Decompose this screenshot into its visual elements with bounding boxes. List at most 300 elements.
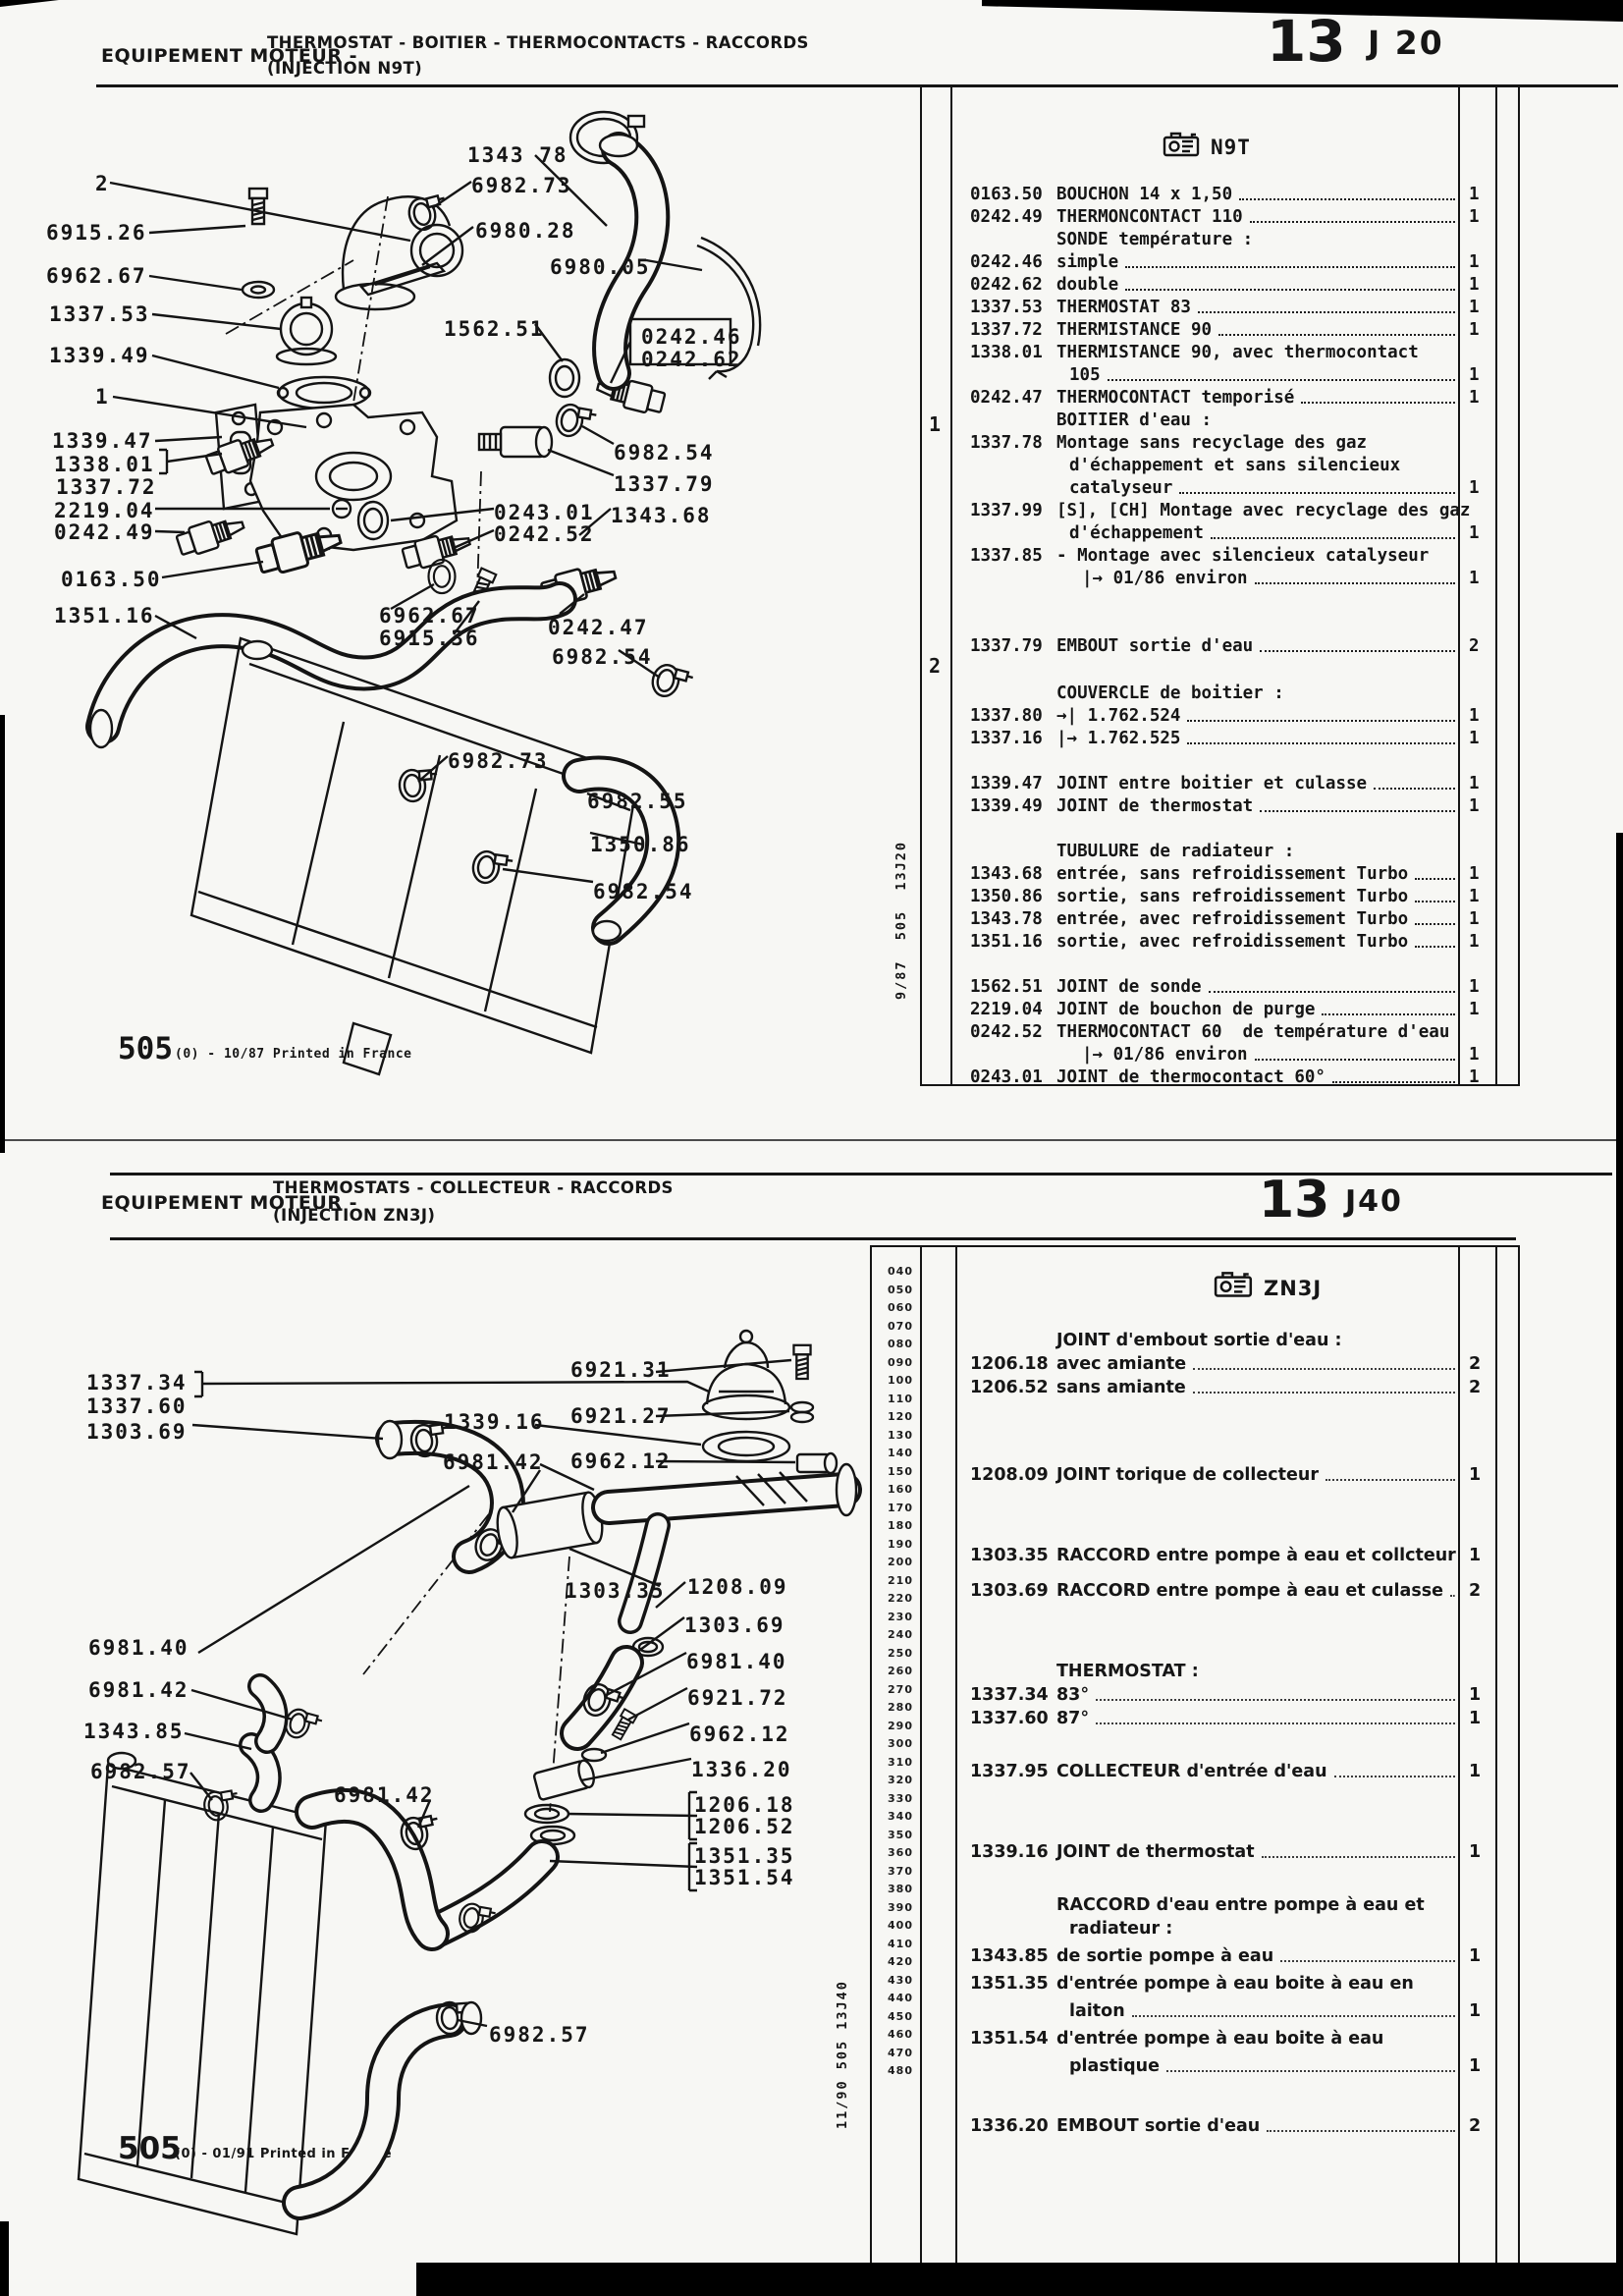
parts-row (970, 454, 1458, 475)
part-qty: 1 (1469, 569, 1480, 588)
line-number: 290 (888, 1719, 913, 1732)
dotted-leader (1260, 650, 1455, 652)
part-ref: 1339.16 (970, 1842, 1049, 1862)
dotted-leader (1415, 901, 1455, 902)
part-callout: 2219.04 (54, 499, 155, 522)
part-qty: 1 (1469, 275, 1480, 295)
part-callout: 6915.26 (46, 221, 147, 245)
parts-row (970, 228, 1458, 249)
j40-section-title: EQUIPEMENT MOTEUR - (101, 1192, 357, 1214)
part-label: JOINT torique de collecteur (1056, 1465, 1319, 1485)
dotted-leader (1325, 1479, 1455, 1481)
parts-row (970, 794, 1480, 816)
part-callout: 6915.36 (379, 627, 480, 650)
parts-row (970, 998, 1480, 1019)
part-qty: 1 (1469, 298, 1480, 317)
part-qty: 1 (1469, 2056, 1482, 2076)
parts-row (970, 704, 1480, 726)
part-qty: 1 (1469, 207, 1480, 227)
part-callout: 1351.16 (54, 604, 155, 628)
dotted-leader (1250, 221, 1455, 223)
part-ref: 1343.85 (970, 1946, 1049, 1966)
dotted-leader (1280, 1960, 1455, 1962)
scan-artifact-right (1616, 833, 1623, 2296)
parts-row (970, 907, 1480, 929)
part-label: d'échappement et sans silencieux (1069, 456, 1401, 475)
part-callout: 1206.18 (694, 1793, 795, 1817)
part-callout: 1339.49 (49, 344, 150, 367)
part-ref: 1351.35 (970, 1974, 1049, 1994)
part-qty: 1 (1469, 1709, 1482, 1728)
part-ref: 1337.99 (970, 501, 1043, 520)
page-edge-line (0, 1139, 1618, 1141)
part-label: 105 (1069, 365, 1101, 385)
dotted-leader (1322, 1013, 1455, 1015)
part-label: radiateur : (1069, 1919, 1173, 1939)
parts-row (970, 250, 1480, 272)
dotted-leader (1125, 266, 1455, 268)
parts-row (970, 1943, 1482, 1966)
parts-row (970, 1892, 1458, 1915)
dotted-leader (1332, 1081, 1455, 1083)
part-label: THERMOCONTACT 60 de température d'eau (1056, 1022, 1450, 1042)
part-ref: 1206.52 (970, 1378, 1049, 1397)
part-qty: 1 (1469, 1000, 1480, 1019)
j20-header-rule (96, 84, 1618, 87)
line-number: 410 (888, 1937, 913, 1950)
part-callout: 1208.09 (687, 1575, 788, 1599)
part-label: Montage sans recyclage des gaz (1056, 433, 1368, 453)
line-number: 310 (888, 1755, 913, 1769)
dotted-leader (1187, 742, 1455, 744)
scan-artifact-bottomleft (0, 2221, 9, 2296)
part-ref: 1339.47 (970, 774, 1043, 793)
part-label: BOUCHON 14 x 1,50 (1056, 185, 1233, 204)
part-callout: 6982.54 (614, 441, 715, 465)
parts-row (970, 1998, 1482, 2021)
parts-row (970, 1759, 1482, 1781)
part-qty: 1 (1469, 1842, 1482, 1862)
part-ref: 1337.80 (970, 706, 1043, 726)
part-label: THERMISTANCE 90, avec thermocontact (1056, 343, 1419, 362)
part-label: simple (1056, 252, 1119, 272)
part-callout: 1303.35 (565, 1579, 666, 1603)
part-callout: 6981.42 (88, 1678, 189, 1702)
part-qty: 1 (1469, 365, 1480, 385)
part-qty: 2 (1469, 636, 1480, 656)
parts-row (970, 772, 1480, 793)
part-ref: 1562.51 (970, 977, 1043, 997)
part-qty: 1 (1469, 320, 1480, 340)
part-ref: 0242.46 (970, 252, 1043, 272)
line-number: 110 (888, 1392, 913, 1405)
part-label: SONDE température : (1056, 230, 1254, 249)
part-qty: 1 (1469, 1946, 1482, 1966)
part-callout: 1303.69 (86, 1420, 188, 1444)
part-label: sans amiante (1056, 1378, 1186, 1397)
line-number: 190 (888, 1537, 913, 1551)
part-callout: 6921.72 (687, 1686, 788, 1710)
parts-row (970, 1916, 1458, 1939)
part-callout: 6980.28 (475, 219, 576, 243)
part-label: THERMISTANCE 90 (1056, 320, 1213, 340)
dotted-leader (1260, 810, 1455, 812)
part-label: double (1056, 275, 1119, 295)
part-qty: 1 (1469, 774, 1480, 793)
line-number: 420 (888, 1955, 913, 1968)
part-ref: 1337.95 (970, 1762, 1049, 1781)
part-callout: 1339.47 (52, 429, 153, 453)
part-ref: 1337.60 (970, 1709, 1049, 1728)
parts-row (970, 2026, 1458, 2049)
parts-row (970, 1682, 1482, 1705)
line-number: 090 (888, 1355, 913, 1369)
part-qty: 1 (1469, 932, 1480, 952)
part-qty: 1 (1469, 1067, 1480, 1087)
part-qty: 2 (1469, 2116, 1482, 2136)
j20-outer-right-line (1518, 84, 1520, 1086)
j40-print-reference: 11/90 505 13J40 (835, 1980, 850, 2129)
dotted-leader (1239, 198, 1455, 200)
j20-print-reference: 9/87 505 13J20 (893, 840, 909, 1000)
part-ref: 1336.20 (970, 2116, 1049, 2136)
part-ref: 1303.69 (970, 1581, 1049, 1601)
line-number: 050 (888, 1283, 913, 1296)
part-label: THERMOSTAT 83 (1056, 298, 1191, 317)
line-number: 370 (888, 1864, 913, 1878)
parts-row (970, 296, 1480, 317)
parts-row (970, 634, 1480, 656)
parts-row (970, 409, 1458, 430)
part-label: 83° (1056, 1685, 1090, 1705)
part-ref: 1208.09 (970, 1465, 1049, 1485)
parts-row (970, 386, 1480, 408)
parts-row (970, 273, 1480, 295)
part-label: THERMOCONTACT temporisé (1056, 388, 1295, 408)
part-callout: 1343.68 (611, 504, 712, 527)
parts-row (970, 975, 1480, 997)
parts-row (970, 1839, 1482, 1862)
part-label: RACCORD entre pompe à eau et culasse (1056, 1581, 1444, 1601)
parts-row (970, 1328, 1458, 1350)
part-callout: 1337.60 (86, 1394, 188, 1418)
part-ref: 1206.18 (970, 1354, 1049, 1374)
scan-artifact-left (0, 715, 5, 1153)
dotted-leader (1415, 878, 1455, 880)
parts-row (970, 1462, 1482, 1485)
line-number: 040 (888, 1265, 913, 1278)
part-label: JOINT d'embout sortie d'eau : (1056, 1331, 1342, 1350)
parts-row (970, 1706, 1482, 1728)
part-callout: 6982.57 (90, 1760, 191, 1783)
line-number: 250 (888, 1646, 913, 1660)
line-number: 240 (888, 1628, 913, 1641)
parts-row (970, 1578, 1482, 1601)
part-label: COUVERCLE de boitier : (1056, 683, 1284, 703)
parts-row (970, 885, 1480, 906)
j20-table-left-line (950, 84, 952, 1086)
j20-page-number: 13 (1267, 8, 1346, 75)
part-label: |→ 01/86 environ (1082, 569, 1248, 588)
line-number: 080 (888, 1338, 913, 1350)
part-ref: 1351.16 (970, 932, 1043, 952)
part-ref: 1337.16 (970, 729, 1043, 748)
part-qty: 1 (1469, 1546, 1482, 1565)
dotted-leader (1255, 1059, 1455, 1061)
line-number: 360 (888, 1846, 913, 1859)
parts-row (970, 567, 1480, 588)
part-ref: 1337.78 (970, 433, 1043, 453)
line-number: 070 (888, 1319, 913, 1333)
part-callout: 1562.51 (444, 317, 545, 341)
part-label: JOINT de thermostat (1056, 1842, 1255, 1862)
j40-page-code: J40 (1345, 1184, 1403, 1219)
j40-numbers-right-line (920, 1245, 922, 2263)
part-callout: 0243.01 (494, 501, 595, 524)
dotted-leader (1108, 379, 1455, 381)
part-callout: 1 (95, 385, 110, 409)
part-label: JOINT de bouchon de purge (1056, 1000, 1316, 1019)
parts-row (970, 205, 1480, 227)
line-number: 320 (888, 1774, 913, 1786)
part-ref: 2219.04 (970, 1000, 1043, 1019)
part-callout: 6981.42 (334, 1783, 435, 1807)
dotted-leader (1125, 289, 1455, 291)
part-callout: 6962.67 (379, 604, 480, 628)
line-number: 450 (888, 2009, 913, 2023)
parts-row (970, 363, 1480, 385)
part-ref: 1338.01 (970, 343, 1043, 362)
line-number: 460 (888, 2028, 913, 2041)
margin-marker: 1 (929, 412, 942, 436)
line-number: 100 (888, 1374, 913, 1387)
part-ref: 1339.49 (970, 796, 1043, 816)
line-number: 120 (888, 1410, 913, 1423)
dotted-leader (1415, 923, 1455, 925)
j20-qty-line (1458, 84, 1460, 1086)
parts-row (970, 1351, 1482, 1374)
line-number: 480 (888, 2064, 913, 2077)
part-ref: 1337.53 (970, 298, 1043, 317)
line-number: 150 (888, 1464, 913, 1478)
part-callout: 6982.54 (552, 645, 653, 669)
part-label: TUBULURE de radiateur : (1056, 842, 1295, 861)
part-ref: 1337.79 (970, 636, 1043, 656)
part-label: →| 1.762.524 (1056, 706, 1181, 726)
line-number: 300 (888, 1737, 913, 1750)
part-label: catalyseur (1069, 478, 1173, 498)
parts-row (970, 431, 1458, 453)
part-label: COLLECTEUR d'entrée d'eau (1056, 1762, 1327, 1781)
part-label: |→ 01/86 environ (1082, 1045, 1248, 1065)
j40-subtitle-line2: (INJECTION ZN3J) (273, 1206, 436, 1225)
line-number: 270 (888, 1682, 913, 1696)
j20-engine-code: N9T (1211, 136, 1251, 159)
dotted-leader (1187, 720, 1455, 722)
j40-table-top-line (870, 1245, 1520, 1247)
part-qty: 1 (1469, 706, 1480, 726)
part-label: avec amiante (1056, 1354, 1187, 1374)
engine-icon (1163, 132, 1202, 162)
scan-artifact-topleft (0, 0, 59, 7)
part-callout: 6981.42 (443, 1450, 544, 1474)
dotted-leader (1211, 537, 1455, 539)
parts-row (970, 682, 1458, 703)
parts-row (970, 1020, 1458, 1042)
j40-footer-model: 505 (118, 2131, 182, 2166)
part-label: |→ 1.762.525 (1056, 729, 1181, 748)
part-ref: 1343.68 (970, 864, 1043, 884)
dotted-leader (1193, 1392, 1455, 1394)
parts-row (970, 183, 1480, 204)
part-qty: 1 (1469, 887, 1480, 906)
j20-page-code: J 20 (1368, 24, 1444, 62)
part-label: entrée, sans refroidissement Turbo (1056, 864, 1409, 884)
part-ref: 1337.72 (970, 320, 1043, 340)
line-number: 200 (888, 1556, 913, 1568)
parts-row (970, 521, 1480, 543)
line-number: 140 (888, 1447, 913, 1459)
j40-engine-code: ZN3J (1264, 1277, 1323, 1300)
part-ref: 1351.54 (970, 2029, 1049, 2049)
part-callout: 0242.46 (641, 325, 742, 349)
part-ref: 0242.47 (970, 388, 1043, 408)
dotted-leader (1209, 991, 1455, 993)
part-qty: 1 (1469, 523, 1480, 543)
part-label: RACCORD entre pompe à eau et collcteur (1056, 1546, 1456, 1565)
part-label: d'échappement (1069, 523, 1204, 543)
part-callout: 1350.86 (590, 833, 691, 856)
part-callout: 1339.16 (444, 1410, 545, 1434)
j40-inner-right-line (1495, 1245, 1497, 2263)
part-qty: 1 (1469, 2001, 1482, 2021)
part-label: BOITIER d'eau : (1056, 410, 1213, 430)
j20-footer-model: 505 (118, 1031, 173, 1066)
part-callout: 6981.40 (686, 1650, 787, 1673)
part-qty: 1 (1469, 1465, 1482, 1485)
part-label: de sortie pompe à eau (1056, 1946, 1274, 1966)
dotted-leader (1267, 2130, 1455, 2132)
part-label: THERMOSTAT : (1056, 1662, 1199, 1681)
line-number: 230 (888, 1610, 913, 1623)
line-number: 220 (888, 1592, 913, 1605)
line-number: 390 (888, 1900, 913, 1914)
part-callout: 1351.54 (694, 1866, 795, 1889)
part-callout: 0163.50 (61, 568, 162, 591)
part-callout: 6962.67 (46, 264, 147, 288)
dotted-leader (1096, 1722, 1455, 1724)
line-number: 210 (888, 1573, 913, 1587)
part-ref: 1337.85 (970, 546, 1043, 566)
part-qty: 1 (1469, 1762, 1482, 1781)
j40-header-rule (110, 1237, 1516, 1240)
line-number: 060 (888, 1301, 913, 1314)
part-qty: 1 (1469, 1685, 1482, 1705)
parts-row (970, 1043, 1480, 1065)
engine-icon (1214, 1271, 1255, 1303)
part-label: 87° (1056, 1709, 1090, 1728)
part-callout: 1338.01 (54, 453, 155, 476)
j40-subtitle-line1: THERMOSTATS - COLLECTEUR - RACCORDS (273, 1178, 674, 1197)
part-label: EMBOUT sortie d'eau (1056, 636, 1254, 656)
part-callout: 6981.40 (88, 1636, 189, 1660)
part-qty: 1 (1469, 1045, 1480, 1065)
parts-row (970, 476, 1480, 498)
j40-page-number: 13 (1259, 1171, 1330, 1230)
part-callout: 6980.05 (550, 255, 651, 279)
parts-row (970, 930, 1480, 952)
part-ref: 0242.52 (970, 1022, 1043, 1042)
line-number: 430 (888, 1973, 913, 1987)
part-ref: 1303.35 (970, 1546, 1049, 1565)
parts-row (970, 318, 1480, 340)
part-callout: 6982.73 (471, 174, 572, 197)
parts-row (970, 727, 1480, 748)
part-qty: 1 (1469, 478, 1480, 498)
part-qty: 2 (1469, 1581, 1482, 1601)
part-label: THERMONCONTACT 110 (1056, 207, 1243, 227)
parts-row (970, 544, 1458, 566)
part-label: JOINT entre boitier et culasse (1056, 774, 1368, 793)
parts-row (970, 1066, 1480, 1087)
dotted-leader (1193, 1368, 1455, 1370)
part-qty: 1 (1469, 796, 1480, 816)
parts-row (970, 862, 1480, 884)
part-ref: 0242.62 (970, 275, 1043, 295)
parts-row (970, 1543, 1482, 1565)
part-label: plastique (1069, 2056, 1160, 2076)
dotted-leader (1218, 334, 1455, 336)
j40-outer-right-line (1518, 1245, 1520, 2263)
part-callout: 1343.85 (83, 1720, 185, 1743)
line-number: 340 (888, 1810, 913, 1823)
line-number: 160 (888, 1483, 913, 1496)
parts-row (970, 1375, 1482, 1397)
part-callout: 1351.35 (694, 1844, 795, 1868)
j40-line-numbers (878, 1263, 913, 2081)
part-callout: 1343 78 (467, 143, 568, 167)
line-number: 280 (888, 1701, 913, 1714)
j20-subtitle-line1: THERMOSTAT - BOITIER - THERMOCONTACTS - RACCORDS (267, 33, 809, 52)
part-label: d'entrée pompe à eau boite à eau (1056, 2029, 1384, 2049)
part-callout: 0242.47 (548, 616, 649, 639)
part-ref: 0243.01 (970, 1067, 1043, 1087)
part-callout: 6982.55 (587, 790, 688, 813)
j20-footer-print: (0) - 10/87 Printed in France (175, 1047, 412, 1062)
part-callout: 1337.34 (86, 1371, 188, 1394)
parts-row (970, 2113, 1482, 2136)
j40-qty-line (1458, 1245, 1460, 2263)
part-callout: 1336.20 (691, 1758, 792, 1781)
parts-row (970, 2053, 1482, 2076)
dotted-leader (1198, 311, 1455, 313)
parts-row (970, 341, 1458, 362)
line-number: 380 (888, 1883, 913, 1895)
j40-footer-print: (0) - 01/91 Printed in France (175, 2147, 393, 2161)
j20-subtitle-line2: (INJECTION N9T) (267, 59, 423, 78)
j20-section-title: EQUIPEMENT MOTEUR - (101, 45, 357, 67)
parts-row (970, 840, 1458, 861)
line-number: 170 (888, 1501, 913, 1514)
part-label: sortie, sans refroidissement Turbo (1056, 887, 1409, 906)
part-label: EMBOUT sortie d'eau (1056, 2116, 1261, 2136)
dotted-leader (1415, 946, 1455, 948)
parts-row (970, 1659, 1458, 1681)
line-number: 180 (888, 1519, 913, 1532)
part-ref: 1343.78 (970, 909, 1043, 929)
part-ref: 1337.34 (970, 1685, 1049, 1705)
line-number: 400 (888, 1919, 913, 1932)
